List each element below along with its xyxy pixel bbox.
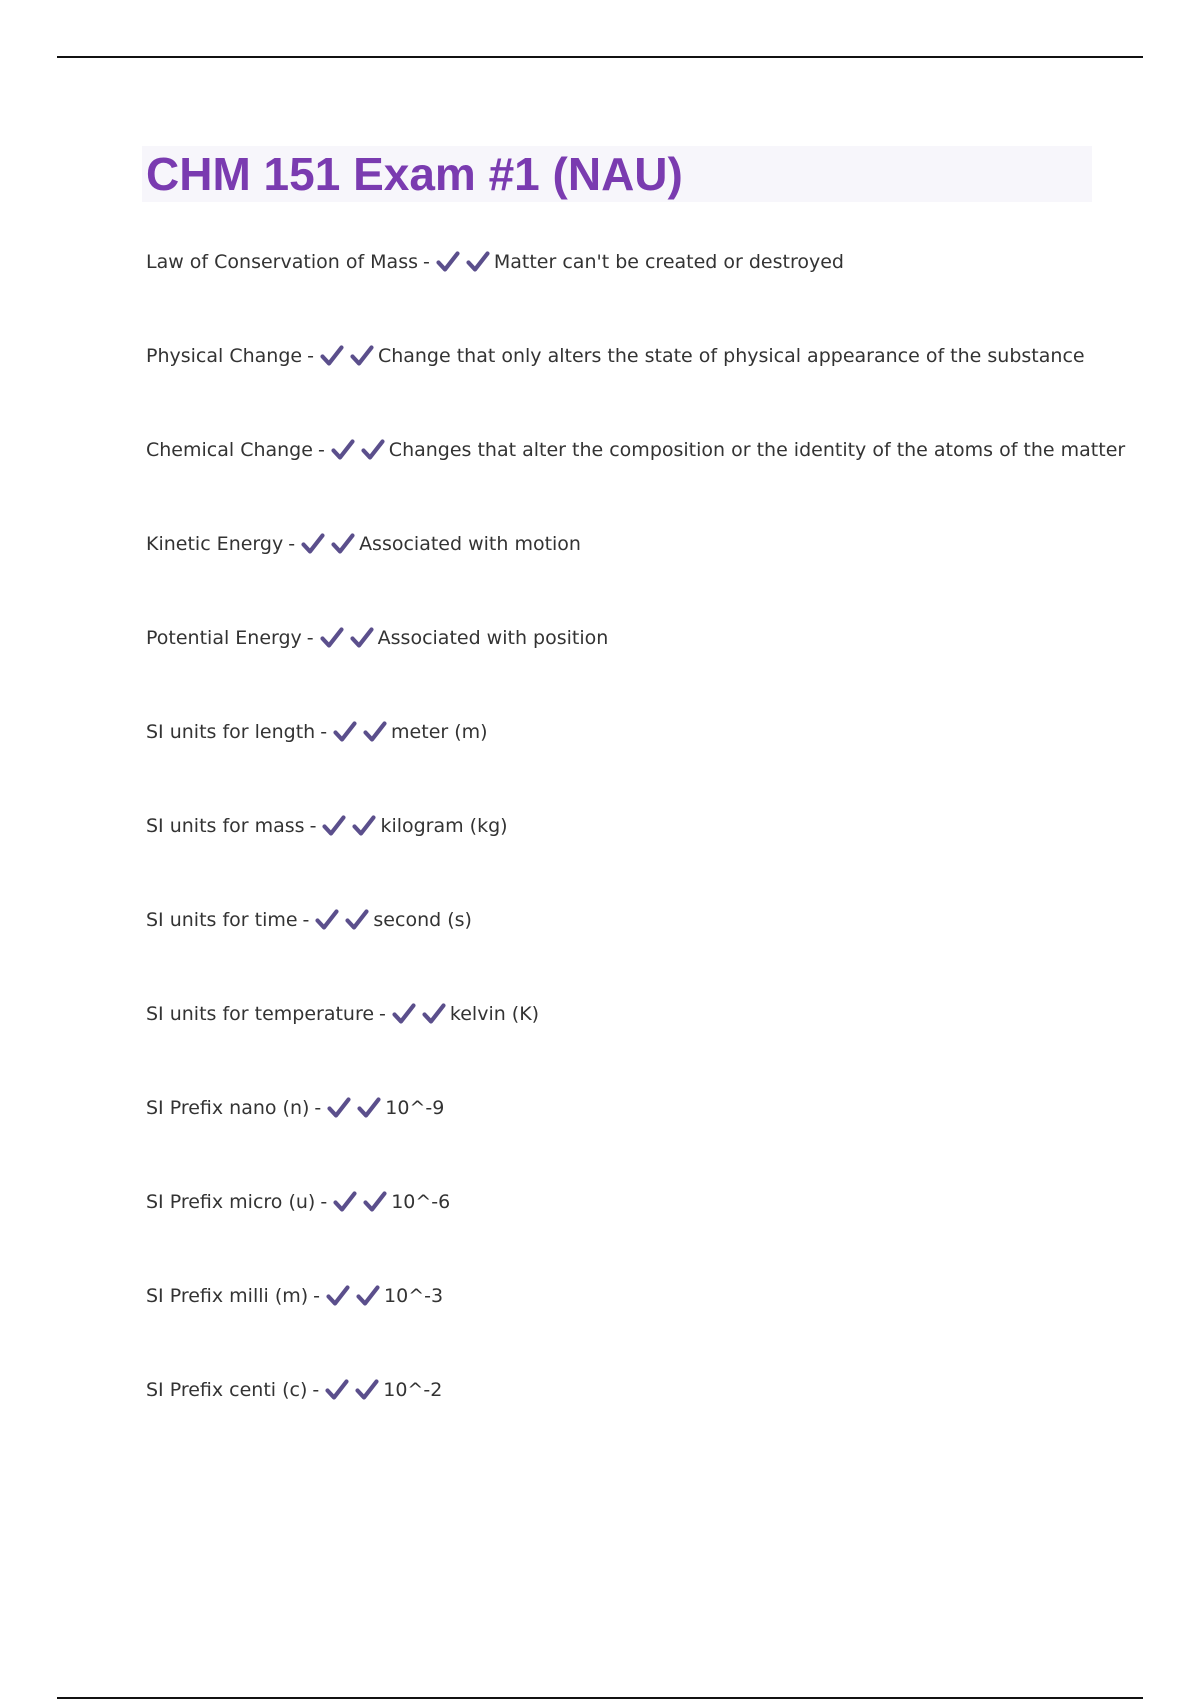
answer-marker <box>315 902 369 938</box>
check-icon <box>326 1285 350 1307</box>
flashcard-item <box>146 902 1106 996</box>
check-icon <box>356 1285 380 1307</box>
term-separator: - <box>288 533 296 555</box>
answer-marker <box>320 620 374 656</box>
check-icon <box>320 345 344 367</box>
flashcard-item <box>146 526 1106 620</box>
top-rule <box>57 56 1143 58</box>
flashcard-term: Physical Change <box>146 345 303 367</box>
check-icon <box>352 815 376 837</box>
term-separator: - <box>309 815 317 837</box>
flashcard-term: Law of Conservation of Mass <box>146 251 419 273</box>
flashcard-definition: kilogram (kg) <box>380 815 508 837</box>
check-icon <box>301 533 325 555</box>
term-separator: - <box>320 1191 328 1213</box>
flashcard-term: Potential Energy <box>146 627 302 649</box>
flashcard-definition: meter (m) <box>391 721 488 743</box>
check-icon <box>466 251 490 273</box>
check-icon <box>322 815 346 837</box>
flashcard-item <box>146 996 1106 1090</box>
check-icon <box>325 1379 349 1401</box>
check-icon <box>315 909 339 931</box>
flashcard-item <box>146 620 1106 714</box>
flashcard-term: SI Prefix milli (m) <box>146 1285 309 1307</box>
check-icon <box>357 1097 381 1119</box>
flashcard-definition: 10^-6 <box>391 1191 451 1213</box>
flashcard-term: SI Prefix centi (c) <box>146 1379 308 1401</box>
check-icon <box>363 721 387 743</box>
flashcard-item <box>146 808 1106 902</box>
flashcard-definition: Matter can't be created or destroyed <box>493 251 844 273</box>
check-icon <box>331 439 355 461</box>
term-separator: - <box>317 439 325 461</box>
flashcard-item <box>146 432 1126 526</box>
flashcard-definition: kelvin (K) <box>449 1003 540 1025</box>
check-icon <box>333 1191 357 1213</box>
flashcard-definition: Associated with motion <box>359 533 581 555</box>
check-icon <box>361 439 385 461</box>
flashcard-definition: Changes that alter the composition or the identity of the atoms of the matter <box>388 439 1126 461</box>
flashcard-item <box>146 338 1106 432</box>
term-separator: - <box>379 1003 386 1025</box>
check-icon <box>422 1003 446 1025</box>
term-separator: - <box>307 345 314 367</box>
term-separator: - <box>312 1379 320 1401</box>
answer-marker <box>325 1372 379 1408</box>
bottom-rule <box>57 1697 1143 1699</box>
answer-marker <box>436 244 490 280</box>
flashcard-definition: second (s) <box>373 909 472 931</box>
check-icon <box>345 909 369 931</box>
flashcard-definition: 10^-2 <box>383 1379 443 1401</box>
check-icon <box>320 627 344 649</box>
flashcard-term: SI Prefix nano (n) <box>146 1097 310 1119</box>
check-icon <box>333 721 357 743</box>
flashcard-term: SI Prefix micro (u) <box>146 1191 316 1213</box>
term-separator: - <box>306 627 314 649</box>
answer-marker <box>327 1090 381 1126</box>
check-icon <box>350 345 374 367</box>
flashcard-term: SI units for length <box>146 721 316 743</box>
flashcard-term: Chemical Change <box>146 439 313 461</box>
flashcard-definition: Associated with position <box>377 627 609 649</box>
term-separator: - <box>423 251 430 273</box>
flashcard-term: SI units for temperature <box>146 1003 375 1025</box>
flashcard-definition: 10^-9 <box>385 1097 445 1119</box>
term-separator: - <box>302 909 310 931</box>
page-title: CHM 151 Exam #1 (NAU) <box>146 148 683 200</box>
flashcard-item <box>146 714 1106 808</box>
check-icon <box>363 1191 387 1213</box>
answer-marker <box>326 1278 380 1314</box>
flashcard-term: Kinetic Energy <box>146 533 284 555</box>
flashcard-term: SI units for mass <box>146 815 305 837</box>
flashcard-item <box>146 1278 1106 1372</box>
flashcard-item <box>146 244 1106 338</box>
answer-marker <box>331 432 385 468</box>
answer-marker <box>320 338 374 374</box>
flashcard-definition: 10^-3 <box>384 1285 444 1307</box>
flashcard-term: SI units for time <box>146 909 298 931</box>
term-separator: - <box>314 1097 322 1119</box>
answer-marker <box>392 996 446 1032</box>
flashcard-item <box>146 1184 1106 1278</box>
answer-marker <box>301 526 355 562</box>
check-icon <box>331 533 355 555</box>
check-icon <box>436 251 460 273</box>
term-separator: - <box>313 1285 321 1307</box>
answer-marker <box>333 714 387 750</box>
check-icon <box>392 1003 416 1025</box>
check-icon <box>355 1379 379 1401</box>
flashcard-item <box>146 1090 1106 1184</box>
flashcard-list <box>146 244 1126 1466</box>
check-icon <box>327 1097 351 1119</box>
answer-marker <box>322 808 376 844</box>
term-separator: - <box>320 721 328 743</box>
check-icon <box>350 627 374 649</box>
flashcard-item <box>146 1372 1106 1466</box>
flashcard-definition: Change that only alters the state of physical appearance of the substance <box>377 345 1085 367</box>
answer-marker <box>333 1184 387 1220</box>
